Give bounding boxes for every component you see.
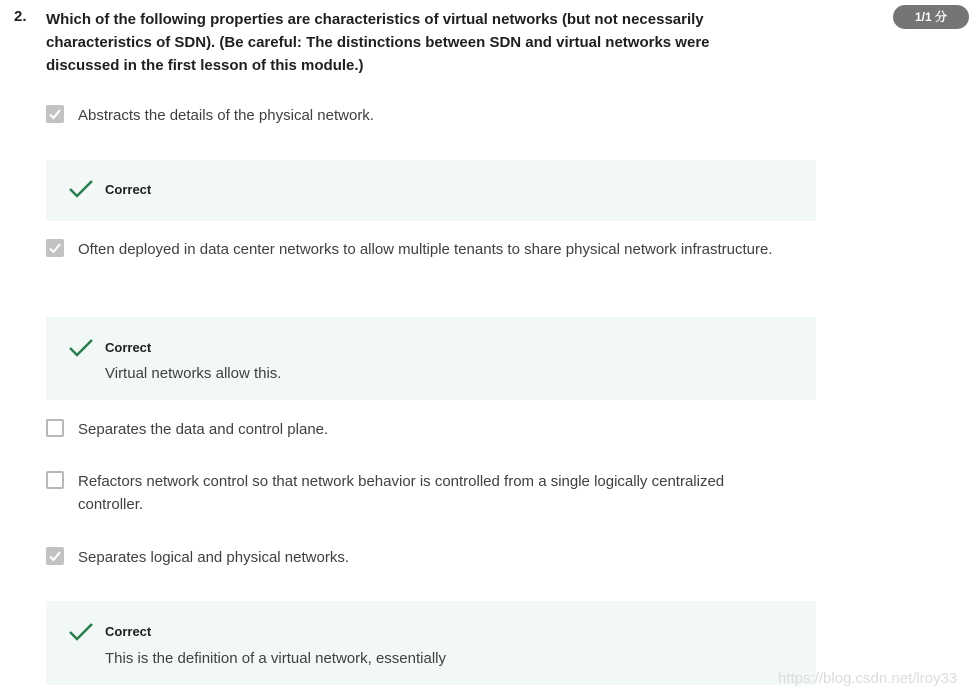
unchecked-checkbox-icon[interactable] (46, 471, 64, 489)
option-label: Refactors network control so that network behavior is controlled from a single logically centralized controller. (78, 473, 725, 513)
checked-checkbox-icon[interactable] (46, 239, 64, 257)
checkmark-icon (68, 179, 94, 204)
checkmark-icon (68, 622, 94, 647)
question-number: 2. (14, 8, 27, 25)
option-label: Often deployed in data center networks to allow multiple tenants to share physical network infrastructure. (78, 241, 773, 258)
feedback-title: Correct (105, 182, 152, 197)
feedback-title: Correct (105, 340, 152, 355)
feedback-box (46, 317, 816, 400)
score-badge: 1/1 分 (893, 5, 969, 29)
checked-checkbox-icon[interactable] (46, 105, 64, 123)
watermark: https://blog.csdn.net/lroy33 (778, 670, 958, 687)
option-label: Separates the data and control plane. (78, 421, 329, 438)
checkmark-icon (68, 338, 94, 363)
option-label: Abstracts the details of the physical network. (78, 107, 374, 124)
option-label: Separates logical and physical networks. (78, 549, 349, 566)
checked-checkbox-icon[interactable] (46, 547, 64, 565)
unchecked-checkbox-icon[interactable] (46, 419, 64, 437)
feedback-text: Virtual networks allow this. (105, 365, 282, 382)
feedback-box (46, 160, 816, 221)
feedback-text: This is the definition of a virtual network, essentially (105, 650, 446, 667)
feedback-title: Correct (105, 624, 152, 639)
question-text: Which of the following properties are characteristics of virtual networks (but not necessarily characteristics of SDN). (Be careful: The distinctions between SDN and virtual networks were discussed in the first lesson of this module.) (46, 11, 710, 74)
feedback-box (46, 601, 816, 685)
